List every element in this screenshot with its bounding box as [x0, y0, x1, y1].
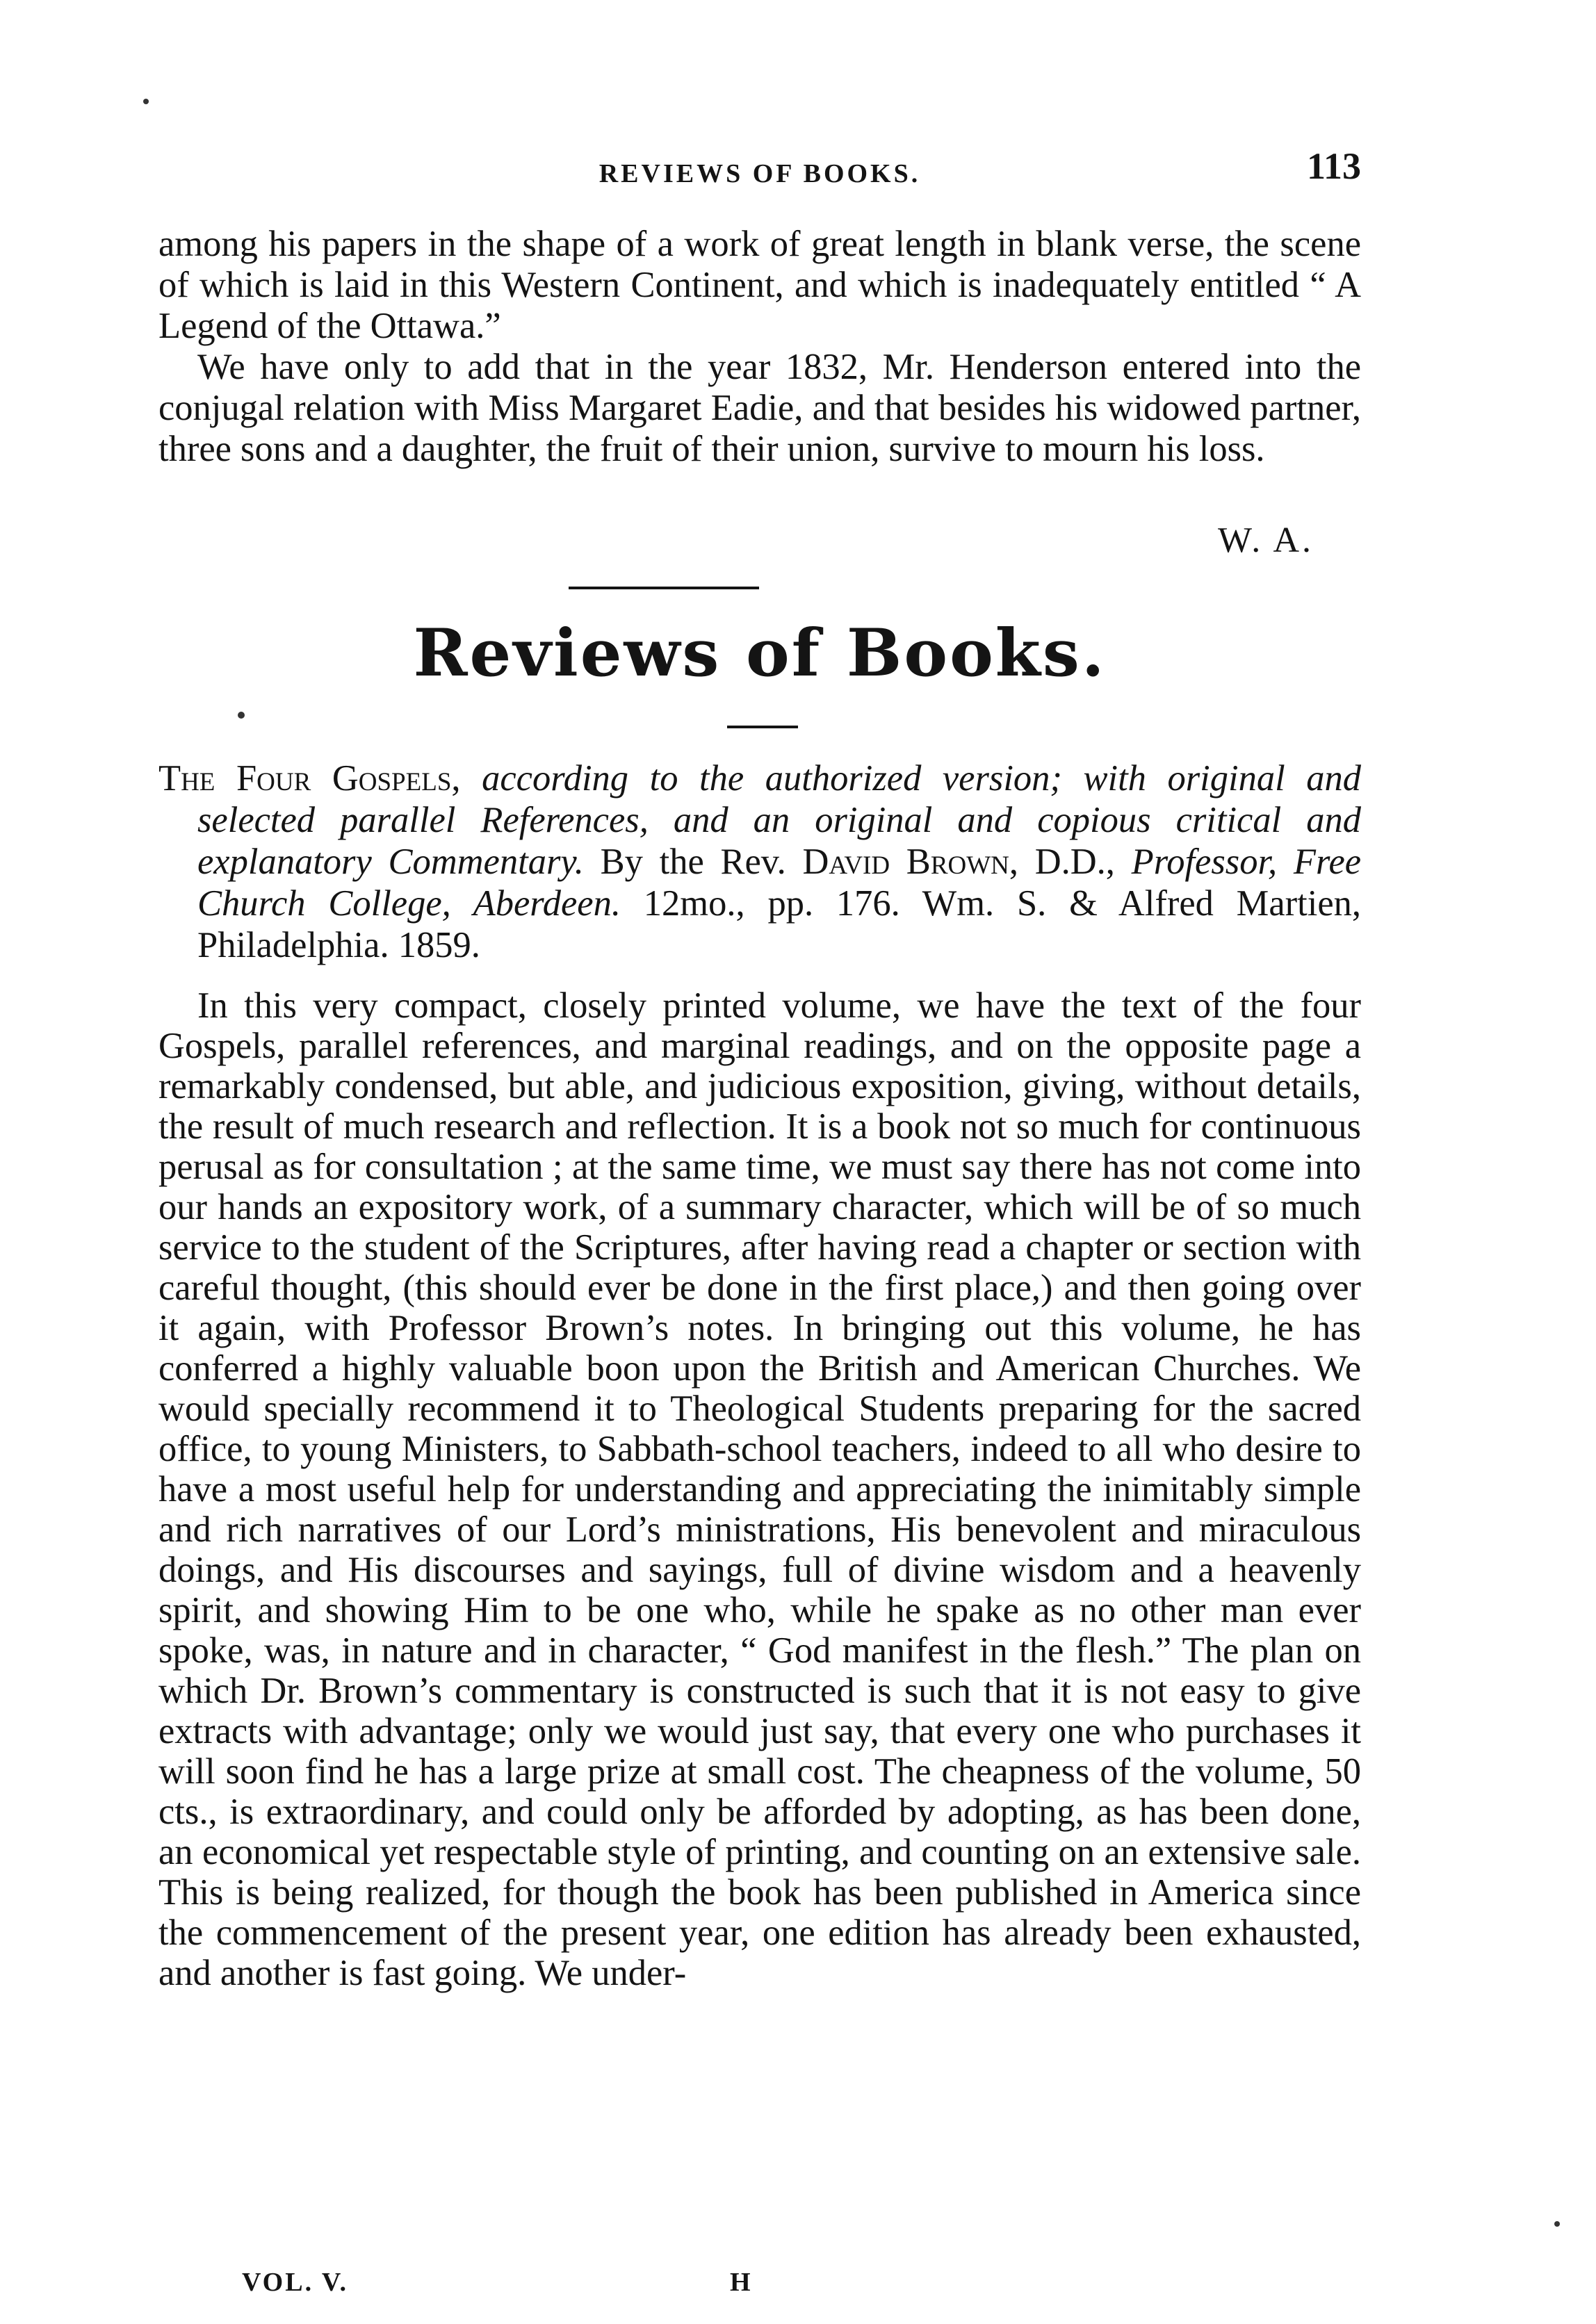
book-author: David Brown,: [802, 842, 1018, 882]
signature-mark: H: [730, 2268, 753, 2297]
review-body: In this very compact, closely printed volume, we have the text of the four Gospels, parallel references, and marginal readings, and on the opposite page a remarkably condensed, but able, and judicious exposition, giving, without details, the result of much research and reflection. It is a book not so much for continuous perusal as for consultation ; at the same time, we must say there has not come into our hands an expository work, of a summary character, which will be of so much service to the student of the Scriptures, after having read a chapter or section with careful thought, (this should ever be done in the first place,) and then going over it again, with Professor Brown’s notes. In bringing out this volume, he has conferred a highly valuable boon upon the British and American Churches. We would specially recommend it to Theological Students preparing for the sacred office, to young Ministers, to Sabbath-school teachers, indeed to all who desire to have a most useful help for understanding and appreciating the inimitably simple and rich narratives of our Lord’s ministrations, His benevolent and miraculous doings, and His discourses and sayings, full of divine wisdom and a heavenly spirit, and showing Him to be one who, while he spake as no other man ever spoke, was, in nature and in character, “ God manifest in the flesh.” The plan on which Dr. Brown’s commentary is constructed is such that it is not easy to give extracts with advantage; only we would just say, that every one who purchases it will soon find he has a large prize at small cost. The cheapness of the volume, 50 cts., is extraordinary, and could only be afforded by adopting, as has been done, an economical yet respectable style of printing, and counting on an extensive sale. This is being realized, for though the book has been published in America since the commencement of the present year, one edition has already been exhausted, and another is fast going. We under-: [158, 985, 1361, 1993]
divider-rule-short: [727, 726, 798, 728]
paragraph: We have only to add that in the year 1832, Mr. Henderson entered into the conjugal relation with Miss Margaret Eadie, and that besides his widowed partner, three sons and a daughter, the fruit of their union, survive to mourn his loss.: [158, 347, 1361, 469]
author-affiliation: Professor, Free Church College, Aberdeen.: [197, 842, 1362, 924]
running-head: [158, 145, 1361, 193]
ink-speck: [143, 99, 149, 104]
page-number: 113: [1306, 145, 1361, 187]
section-heading: Reviews of Books.: [413, 615, 1107, 692]
page-footer: [158, 2267, 1361, 2306]
ink-speck: [238, 712, 245, 719]
volume-label: VOL. V.: [242, 2268, 348, 2297]
author-signature: W. A.: [1218, 521, 1314, 560]
book-publisher: Wm. S. & Alfred Martien, Philadelphia. 1859.: [197, 883, 1361, 965]
continued-text: [158, 224, 1361, 470]
book-format: 12mo., pp. 176.: [643, 883, 900, 924]
ink-speck: [1554, 2221, 1560, 2227]
divider-rule: [569, 587, 759, 589]
book-description: according to the authorized version; with original and selected parallel References, and an original and copious critical and explanatory Commentary.: [197, 758, 1362, 882]
running-title: REVIEWS OF BOOKS.: [598, 159, 921, 188]
author-degree: D.D.,: [1034, 842, 1115, 882]
book-citation: [158, 758, 1361, 966]
citation-by: By the Rev.: [600, 842, 786, 882]
paragraph: among his papers in the shape of a work of great length in blank verse, the scene of which is laid in this Western Continent, and which is inadequately entitled “ A Legend of the Ottawa.”: [158, 224, 1361, 346]
book-title: The Four Gospels,: [158, 758, 461, 799]
